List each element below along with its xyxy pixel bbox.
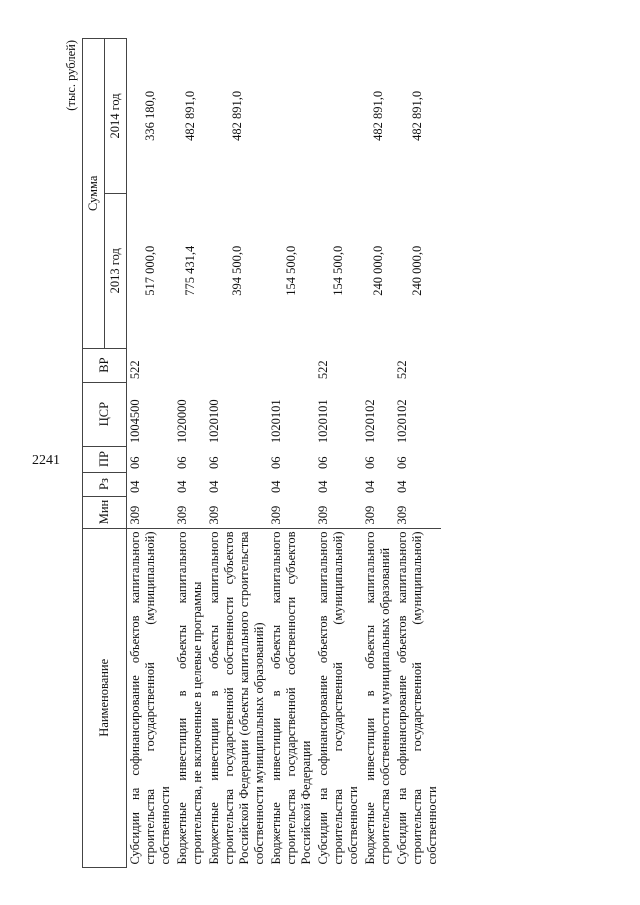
row-csr-cell: 1020100 [207,399,221,444]
row-2013-cell: 775 431,4 [182,245,197,296]
row-vr-cell [206,348,268,382]
row-min-cell: 309 [316,505,330,525]
row-2013-cell: 394 500,0 [229,245,244,296]
header-row-1 [83,39,105,868]
row-pr-cell: 06 [363,456,377,470]
row-pr-cell: 06 [207,456,221,470]
row-csr-cell: 1020101 [316,399,330,444]
row-pr-cell: 06 [316,456,330,470]
row-pr-cell: 06 [395,456,409,470]
row-csr-cell: 1004500 [128,399,142,444]
row-2014-cell: 482 891,0 [229,90,244,141]
row-2014-cell [268,39,315,194]
header-vr: ВР [83,348,127,382]
row-name-cell: Субсидии на софинансирование объектов капитального строительства государственной (муниципальной) собственности [315,528,362,867]
header-rz: Рз [83,472,127,496]
table-body [127,39,442,868]
row-vr-cell [362,348,394,382]
table-row [315,39,362,868]
header-2014: 2014 год [105,39,127,194]
header-sum: Сумма [83,39,105,349]
row-2014-cell [315,39,362,194]
row-2013-cell: 240 000,0 [410,245,424,296]
budget-table [82,38,441,868]
header-pr: ПР [83,446,127,472]
row-rz-cell: 04 [207,480,221,494]
row-csr-cell: 1020102 [395,399,409,444]
row-2013-cell: 154 500,0 [331,245,345,296]
page-number: 2241 [32,453,60,468]
row-rz-cell: 04 [363,480,377,494]
row-csr-cell: 1020000 [175,399,189,444]
row-name-cell: Бюджетные инвестиции в объекты капитального строительства государственной собственности субъектов Российской Федерации (объекты капитального строительства собственности муниципальных образований) [206,528,268,867]
row-2014-cell: 482 891,0 [182,90,197,141]
row-name-cell: Бюджетные инвестиции в объекты капитального строительства собственности муниципальных образований [362,528,394,867]
row-name-cell: Бюджетные инвестиции в объекты капитального строительства, не включенные в целевые программы [174,528,206,867]
row-2013-cell: 154 500,0 [284,245,298,296]
row-rz-cell: 04 [269,480,283,494]
row-pr-cell: 06 [269,456,283,470]
row-rz-cell: 04 [395,480,409,494]
row-vr-cell: 522 [395,360,409,380]
row-rz-cell: 04 [175,480,189,494]
row-2013-cell: 517 000,0 [143,245,157,296]
table-row [206,39,268,868]
row-rz-cell: 04 [316,480,330,494]
row-rz-cell: 04 [128,480,142,494]
table-row [394,39,441,868]
row-2014-cell: 482 891,0 [370,90,385,141]
row-min-cell: 309 [175,505,189,525]
row-vr-cell: 522 [128,360,142,380]
row-vr-cell: 522 [316,360,330,380]
table-row [174,39,206,868]
units-label: (тыс. рублей) [64,40,78,111]
row-name-cell: Субсидии на софинансирование объектов капитального строительства государственной (муниципальной) собственности [127,528,175,867]
row-csr-cell: 1020101 [269,399,283,444]
row-min-cell: 309 [363,505,377,525]
row-pr-cell: 06 [128,456,142,470]
row-csr-cell: 1020102 [363,399,377,444]
row-2014-cell: 482 891,0 [410,90,424,141]
row-name-cell: Субсидии на софинансирование объектов капитального строительства государственной (муниципальной) собственности [394,528,441,867]
table-row [362,39,394,868]
row-vr-cell [268,348,315,382]
row-pr-cell: 06 [175,456,189,470]
rotated-page-content [60,38,580,868]
row-2013-cell: 240 000,0 [370,245,385,296]
row-vr-cell [174,348,206,382]
row-min-cell: 309 [207,505,221,525]
row-min-cell: 309 [128,505,142,525]
row-name-cell: Бюджетные инвестиции в объекты капитального строительства государственной собственности субъектов Российской Федерации [268,528,315,867]
row-min-cell: 309 [395,505,409,525]
header-2013: 2013 год [105,193,127,348]
header-csr: ЦСР [83,382,127,446]
row-2014-cell: 336 180,0 [143,90,157,141]
row-min-cell: 309 [269,505,283,525]
header-min: Мин [83,496,127,528]
table-row [127,39,175,868]
table-row [268,39,315,868]
header-name: Наименование [83,528,127,867]
